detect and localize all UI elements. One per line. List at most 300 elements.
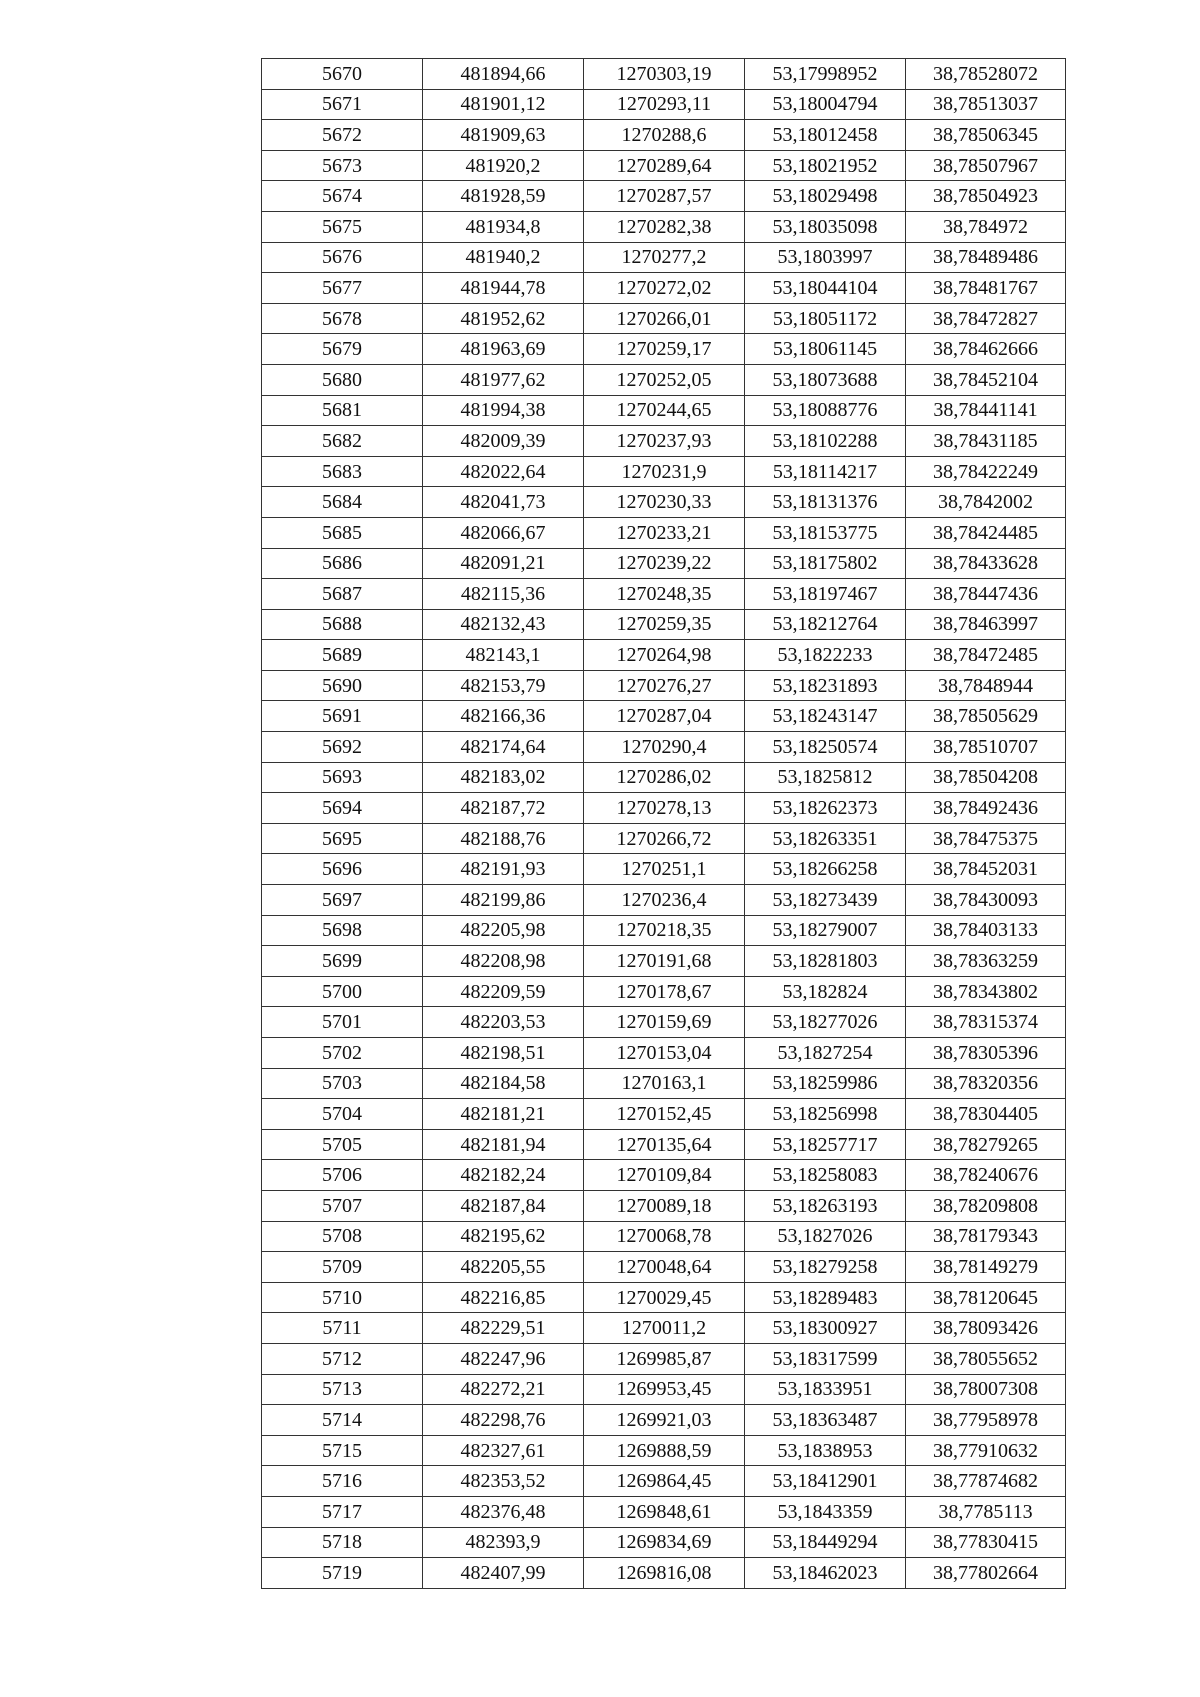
point-number-cell: 5708 (262, 1221, 423, 1252)
point-number-cell: 5700 (262, 976, 423, 1007)
x-coordinate-cell: 482203,53 (423, 1007, 584, 1038)
x-coordinate-cell: 482091,21 (423, 548, 584, 579)
latitude-cell: 53,18073688 (745, 364, 906, 395)
y-coordinate-cell: 1270290,4 (584, 732, 745, 763)
x-coordinate-cell: 482198,51 (423, 1038, 584, 1069)
table-row (262, 456, 1066, 487)
table-row (262, 1374, 1066, 1405)
x-coordinate-cell: 482216,85 (423, 1282, 584, 1313)
point-number-cell: 5696 (262, 854, 423, 885)
longitude-cell: 38,77910632 (906, 1435, 1066, 1466)
y-coordinate-cell: 1270276,27 (584, 670, 745, 701)
table-row (262, 1068, 1066, 1099)
x-coordinate-cell: 482181,94 (423, 1129, 584, 1160)
point-number-cell: 5691 (262, 701, 423, 732)
y-coordinate-cell: 1270231,9 (584, 456, 745, 487)
longitude-cell: 38,77958978 (906, 1405, 1066, 1436)
y-coordinate-cell: 1270068,78 (584, 1221, 745, 1252)
y-coordinate-cell: 1270011,2 (584, 1313, 745, 1344)
x-coordinate-cell: 482205,98 (423, 915, 584, 946)
x-coordinate-cell: 481934,8 (423, 211, 584, 242)
x-coordinate-cell: 482205,55 (423, 1252, 584, 1283)
longitude-cell: 38,78504923 (906, 181, 1066, 212)
latitude-cell: 53,18035098 (745, 211, 906, 242)
longitude-cell: 38,78179343 (906, 1221, 1066, 1252)
longitude-cell: 38,78209808 (906, 1190, 1066, 1221)
table-row (262, 793, 1066, 824)
latitude-cell: 53,18175802 (745, 548, 906, 579)
point-number-cell: 5703 (262, 1068, 423, 1099)
y-coordinate-cell: 1270233,21 (584, 517, 745, 548)
y-coordinate-cell: 1270259,17 (584, 334, 745, 365)
table-row (262, 1221, 1066, 1252)
table-row (262, 1160, 1066, 1191)
latitude-cell: 53,18088776 (745, 395, 906, 426)
longitude-cell: 38,77874682 (906, 1466, 1066, 1497)
point-number-cell: 5719 (262, 1558, 423, 1589)
longitude-cell: 38,78452104 (906, 364, 1066, 395)
y-coordinate-cell: 1270135,64 (584, 1129, 745, 1160)
point-number-cell: 5679 (262, 334, 423, 365)
table-row (262, 517, 1066, 548)
x-coordinate-cell: 482022,64 (423, 456, 584, 487)
latitude-cell: 53,18263193 (745, 1190, 906, 1221)
table-row (262, 59, 1066, 90)
latitude-cell: 53,18197467 (745, 579, 906, 610)
table-row (262, 976, 1066, 1007)
x-coordinate-cell: 482191,93 (423, 854, 584, 885)
point-number-cell: 5718 (262, 1527, 423, 1558)
longitude-cell: 38,78472827 (906, 303, 1066, 334)
table-row (262, 1496, 1066, 1527)
y-coordinate-cell: 1270153,04 (584, 1038, 745, 1069)
latitude-cell: 53,17998952 (745, 59, 906, 90)
x-coordinate-cell: 482229,51 (423, 1313, 584, 1344)
x-coordinate-cell: 482041,73 (423, 487, 584, 518)
latitude-cell: 53,18289483 (745, 1282, 906, 1313)
y-coordinate-cell: 1270259,35 (584, 609, 745, 640)
longitude-cell: 38,78447436 (906, 579, 1066, 610)
x-coordinate-cell: 481944,78 (423, 273, 584, 304)
point-number-cell: 5695 (262, 823, 423, 854)
y-coordinate-cell: 1270289,64 (584, 150, 745, 181)
point-number-cell: 5694 (262, 793, 423, 824)
x-coordinate-cell: 482153,79 (423, 670, 584, 701)
y-coordinate-cell: 1270248,35 (584, 579, 745, 610)
latitude-cell: 53,18279258 (745, 1252, 906, 1283)
y-coordinate-cell: 1269864,45 (584, 1466, 745, 1497)
point-number-cell: 5705 (262, 1129, 423, 1160)
longitude-cell: 38,78320356 (906, 1068, 1066, 1099)
x-coordinate-cell: 481909,63 (423, 120, 584, 151)
table-row (262, 548, 1066, 579)
longitude-cell: 38,78510707 (906, 732, 1066, 763)
latitude-cell: 53,1825812 (745, 762, 906, 793)
table-row (262, 364, 1066, 395)
x-coordinate-cell: 482181,21 (423, 1099, 584, 1130)
y-coordinate-cell: 1270266,72 (584, 823, 745, 854)
latitude-cell: 53,18012458 (745, 120, 906, 151)
y-coordinate-cell: 1270278,13 (584, 793, 745, 824)
table-row (262, 150, 1066, 181)
point-number-cell: 5685 (262, 517, 423, 548)
longitude-cell: 38,78441141 (906, 395, 1066, 426)
latitude-cell: 53,18102288 (745, 426, 906, 457)
y-coordinate-cell: 1269848,61 (584, 1496, 745, 1527)
table-row (262, 701, 1066, 732)
longitude-cell: 38,77830415 (906, 1527, 1066, 1558)
latitude-cell: 53,18281803 (745, 946, 906, 977)
x-coordinate-cell: 482132,43 (423, 609, 584, 640)
x-coordinate-cell: 481920,2 (423, 150, 584, 181)
latitude-cell: 53,1838953 (745, 1435, 906, 1466)
x-coordinate-cell: 481928,59 (423, 181, 584, 212)
y-coordinate-cell: 1269888,59 (584, 1435, 745, 1466)
x-coordinate-cell: 482143,1 (423, 640, 584, 671)
y-coordinate-cell: 1269816,08 (584, 1558, 745, 1589)
table-row (262, 1527, 1066, 1558)
latitude-cell: 53,18363487 (745, 1405, 906, 1436)
y-coordinate-cell: 1270272,02 (584, 273, 745, 304)
y-coordinate-cell: 1270159,69 (584, 1007, 745, 1038)
table-row (262, 823, 1066, 854)
point-number-cell: 5684 (262, 487, 423, 518)
x-coordinate-cell: 482272,21 (423, 1374, 584, 1405)
longitude-cell: 38,78462666 (906, 334, 1066, 365)
y-coordinate-cell: 1270252,05 (584, 364, 745, 395)
longitude-cell: 38,78315374 (906, 1007, 1066, 1038)
x-coordinate-cell: 482184,58 (423, 1068, 584, 1099)
table-row (262, 273, 1066, 304)
x-coordinate-cell: 482327,61 (423, 1435, 584, 1466)
longitude-cell: 38,78505629 (906, 701, 1066, 732)
x-coordinate-cell: 482174,64 (423, 732, 584, 763)
longitude-cell: 38,78422249 (906, 456, 1066, 487)
latitude-cell: 53,1827026 (745, 1221, 906, 1252)
point-number-cell: 5672 (262, 120, 423, 151)
x-coordinate-cell: 482353,52 (423, 1466, 584, 1497)
point-number-cell: 5710 (262, 1282, 423, 1313)
point-number-cell: 5674 (262, 181, 423, 212)
point-number-cell: 5704 (262, 1099, 423, 1130)
y-coordinate-cell: 1270029,45 (584, 1282, 745, 1313)
latitude-cell: 53,18004794 (745, 89, 906, 120)
point-number-cell: 5680 (262, 364, 423, 395)
longitude-cell: 38,78304405 (906, 1099, 1066, 1130)
point-number-cell: 5678 (262, 303, 423, 334)
latitude-cell: 53,18412901 (745, 1466, 906, 1497)
point-number-cell: 5693 (262, 762, 423, 793)
latitude-cell: 53,18061145 (745, 334, 906, 365)
y-coordinate-cell: 1270191,68 (584, 946, 745, 977)
y-coordinate-cell: 1270109,84 (584, 1160, 745, 1191)
y-coordinate-cell: 1270239,22 (584, 548, 745, 579)
y-coordinate-cell: 1270287,04 (584, 701, 745, 732)
x-coordinate-cell: 481901,12 (423, 89, 584, 120)
y-coordinate-cell: 1269834,69 (584, 1527, 745, 1558)
longitude-cell: 38,78433628 (906, 548, 1066, 579)
longitude-cell: 38,7848944 (906, 670, 1066, 701)
y-coordinate-cell: 1270237,93 (584, 426, 745, 457)
table-row (262, 426, 1066, 457)
point-number-cell: 5687 (262, 579, 423, 610)
point-number-cell: 5711 (262, 1313, 423, 1344)
latitude-cell: 53,1843359 (745, 1496, 906, 1527)
table-row (262, 1252, 1066, 1283)
point-number-cell: 5692 (262, 732, 423, 763)
y-coordinate-cell: 1270264,98 (584, 640, 745, 671)
table-row (262, 579, 1066, 610)
table-row (262, 946, 1066, 977)
table-row (262, 1282, 1066, 1313)
x-coordinate-cell: 482393,9 (423, 1527, 584, 1558)
y-coordinate-cell: 1270251,1 (584, 854, 745, 885)
table-row (262, 1007, 1066, 1038)
latitude-cell: 53,1803997 (745, 242, 906, 273)
y-coordinate-cell: 1269985,87 (584, 1343, 745, 1374)
point-number-cell: 5707 (262, 1190, 423, 1221)
latitude-cell: 53,1822233 (745, 640, 906, 671)
point-number-cell: 5677 (262, 273, 423, 304)
x-coordinate-cell: 482209,59 (423, 976, 584, 1007)
table-row (262, 1558, 1066, 1589)
y-coordinate-cell: 1270230,33 (584, 487, 745, 518)
table-row (262, 395, 1066, 426)
point-number-cell: 5689 (262, 640, 423, 671)
longitude-cell: 38,78431185 (906, 426, 1066, 457)
longitude-cell: 38,784972 (906, 211, 1066, 242)
x-coordinate-cell: 482066,67 (423, 517, 584, 548)
point-number-cell: 5671 (262, 89, 423, 120)
longitude-cell: 38,78481767 (906, 273, 1066, 304)
y-coordinate-cell: 1270244,65 (584, 395, 745, 426)
point-number-cell: 5676 (262, 242, 423, 273)
point-number-cell: 5699 (262, 946, 423, 977)
longitude-cell: 38,78093426 (906, 1313, 1066, 1344)
x-coordinate-cell: 482247,96 (423, 1343, 584, 1374)
y-coordinate-cell: 1269921,03 (584, 1405, 745, 1436)
latitude-cell: 53,1827254 (745, 1038, 906, 1069)
latitude-cell: 53,18021952 (745, 150, 906, 181)
table-row (262, 609, 1066, 640)
point-number-cell: 5673 (262, 150, 423, 181)
x-coordinate-cell: 481940,2 (423, 242, 584, 273)
point-number-cell: 5715 (262, 1435, 423, 1466)
y-coordinate-cell: 1270282,38 (584, 211, 745, 242)
point-number-cell: 5714 (262, 1405, 423, 1436)
longitude-cell: 38,78475375 (906, 823, 1066, 854)
longitude-cell: 38,78452031 (906, 854, 1066, 885)
x-coordinate-cell: 482199,86 (423, 885, 584, 916)
table-row (262, 885, 1066, 916)
coordinates-table-body (262, 59, 1066, 1589)
table-row (262, 303, 1066, 334)
table-row (262, 1129, 1066, 1160)
point-number-cell: 5697 (262, 885, 423, 916)
x-coordinate-cell: 482407,99 (423, 1558, 584, 1589)
latitude-cell: 53,18114217 (745, 456, 906, 487)
x-coordinate-cell: 481977,62 (423, 364, 584, 395)
point-number-cell: 5712 (262, 1343, 423, 1374)
latitude-cell: 53,18257717 (745, 1129, 906, 1160)
longitude-cell: 38,78528072 (906, 59, 1066, 90)
x-coordinate-cell: 482187,72 (423, 793, 584, 824)
latitude-cell: 53,18044104 (745, 273, 906, 304)
table-row (262, 181, 1066, 212)
y-coordinate-cell: 1270293,11 (584, 89, 745, 120)
longitude-cell: 38,78403133 (906, 915, 1066, 946)
x-coordinate-cell: 482187,84 (423, 1190, 584, 1221)
latitude-cell: 53,18153775 (745, 517, 906, 548)
longitude-cell: 38,7842002 (906, 487, 1066, 518)
latitude-cell: 53,18300927 (745, 1313, 906, 1344)
point-number-cell: 5690 (262, 670, 423, 701)
x-coordinate-cell: 481952,62 (423, 303, 584, 334)
longitude-cell: 38,78149279 (906, 1252, 1066, 1283)
longitude-cell: 38,78055652 (906, 1343, 1066, 1374)
longitude-cell: 38,78240676 (906, 1160, 1066, 1191)
x-coordinate-cell: 482188,76 (423, 823, 584, 854)
point-number-cell: 5701 (262, 1007, 423, 1038)
x-coordinate-cell: 481894,66 (423, 59, 584, 90)
y-coordinate-cell: 1270218,35 (584, 915, 745, 946)
table-row (262, 732, 1066, 763)
longitude-cell: 38,78492436 (906, 793, 1066, 824)
point-number-cell: 5681 (262, 395, 423, 426)
latitude-cell: 53,18263351 (745, 823, 906, 854)
point-number-cell: 5702 (262, 1038, 423, 1069)
latitude-cell: 53,18279007 (745, 915, 906, 946)
point-number-cell: 5683 (262, 456, 423, 487)
x-coordinate-cell: 482166,36 (423, 701, 584, 732)
latitude-cell: 53,18131376 (745, 487, 906, 518)
table-row (262, 487, 1066, 518)
x-coordinate-cell: 482009,39 (423, 426, 584, 457)
point-number-cell: 5713 (262, 1374, 423, 1405)
latitude-cell: 53,18262373 (745, 793, 906, 824)
latitude-cell: 53,18051172 (745, 303, 906, 334)
longitude-cell: 38,78424485 (906, 517, 1066, 548)
latitude-cell: 53,18266258 (745, 854, 906, 885)
x-coordinate-cell: 482298,76 (423, 1405, 584, 1436)
point-number-cell: 5682 (262, 426, 423, 457)
y-coordinate-cell: 1270286,02 (584, 762, 745, 793)
table-row (262, 1466, 1066, 1497)
latitude-cell: 53,18029498 (745, 181, 906, 212)
longitude-cell: 38,78513037 (906, 89, 1066, 120)
table-row (262, 1190, 1066, 1221)
x-coordinate-cell: 482376,48 (423, 1496, 584, 1527)
table-row (262, 762, 1066, 793)
longitude-cell: 38,77802664 (906, 1558, 1066, 1589)
table-row (262, 1099, 1066, 1130)
latitude-cell: 53,18212764 (745, 609, 906, 640)
latitude-cell: 53,18250574 (745, 732, 906, 763)
latitude-cell: 53,18259986 (745, 1068, 906, 1099)
point-number-cell: 5717 (262, 1496, 423, 1527)
y-coordinate-cell: 1270236,4 (584, 885, 745, 916)
y-coordinate-cell: 1270178,67 (584, 976, 745, 1007)
point-number-cell: 5688 (262, 609, 423, 640)
longitude-cell: 38,78430093 (906, 885, 1066, 916)
y-coordinate-cell: 1270288,6 (584, 120, 745, 151)
x-coordinate-cell: 482115,36 (423, 579, 584, 610)
longitude-cell: 38,78463997 (906, 609, 1066, 640)
y-coordinate-cell: 1270152,45 (584, 1099, 745, 1130)
y-coordinate-cell: 1270266,01 (584, 303, 745, 334)
table-row (262, 640, 1066, 671)
point-number-cell: 5686 (262, 548, 423, 579)
table-row (262, 854, 1066, 885)
table-row (262, 120, 1066, 151)
latitude-cell: 53,18273439 (745, 885, 906, 916)
latitude-cell: 53,18243147 (745, 701, 906, 732)
longitude-cell: 38,78489486 (906, 242, 1066, 273)
table-row (262, 242, 1066, 273)
longitude-cell: 38,78507967 (906, 150, 1066, 181)
y-coordinate-cell: 1270303,19 (584, 59, 745, 90)
longitude-cell: 38,78120645 (906, 1282, 1066, 1313)
point-number-cell: 5709 (262, 1252, 423, 1283)
table-row (262, 334, 1066, 365)
longitude-cell: 38,78504208 (906, 762, 1066, 793)
longitude-cell: 38,78472485 (906, 640, 1066, 671)
x-coordinate-cell: 482182,24 (423, 1160, 584, 1191)
latitude-cell: 53,18317599 (745, 1343, 906, 1374)
table-row (262, 211, 1066, 242)
longitude-cell: 38,7785113 (906, 1496, 1066, 1527)
latitude-cell: 53,18231893 (745, 670, 906, 701)
latitude-cell: 53,18258083 (745, 1160, 906, 1191)
x-coordinate-cell: 481994,38 (423, 395, 584, 426)
y-coordinate-cell: 1270089,18 (584, 1190, 745, 1221)
y-coordinate-cell: 1270277,2 (584, 242, 745, 273)
latitude-cell: 53,182824 (745, 976, 906, 1007)
longitude-cell: 38,78506345 (906, 120, 1066, 151)
point-number-cell: 5698 (262, 915, 423, 946)
longitude-cell: 38,78363259 (906, 946, 1066, 977)
table-row (262, 1343, 1066, 1374)
table-row (262, 915, 1066, 946)
longitude-cell: 38,78343802 (906, 976, 1066, 1007)
table-row (262, 1435, 1066, 1466)
latitude-cell: 53,18462023 (745, 1558, 906, 1589)
x-coordinate-cell: 482208,98 (423, 946, 584, 977)
table-row (262, 1405, 1066, 1436)
x-coordinate-cell: 482195,62 (423, 1221, 584, 1252)
x-coordinate-cell: 482183,02 (423, 762, 584, 793)
longitude-cell: 38,78305396 (906, 1038, 1066, 1069)
point-number-cell: 5670 (262, 59, 423, 90)
longitude-cell: 38,78007308 (906, 1374, 1066, 1405)
y-coordinate-cell: 1270163,1 (584, 1068, 745, 1099)
y-coordinate-cell: 1270287,57 (584, 181, 745, 212)
point-number-cell: 5675 (262, 211, 423, 242)
table-row (262, 89, 1066, 120)
table-row (262, 1313, 1066, 1344)
y-coordinate-cell: 1269953,45 (584, 1374, 745, 1405)
y-coordinate-cell: 1270048,64 (584, 1252, 745, 1283)
point-number-cell: 5706 (262, 1160, 423, 1191)
table-row (262, 670, 1066, 701)
longitude-cell: 38,78279265 (906, 1129, 1066, 1160)
table-row (262, 1038, 1066, 1069)
latitude-cell: 53,18256998 (745, 1099, 906, 1130)
point-number-cell: 5716 (262, 1466, 423, 1497)
latitude-cell: 53,18277026 (745, 1007, 906, 1038)
coordinates-table (261, 58, 1066, 1589)
x-coordinate-cell: 481963,69 (423, 334, 584, 365)
